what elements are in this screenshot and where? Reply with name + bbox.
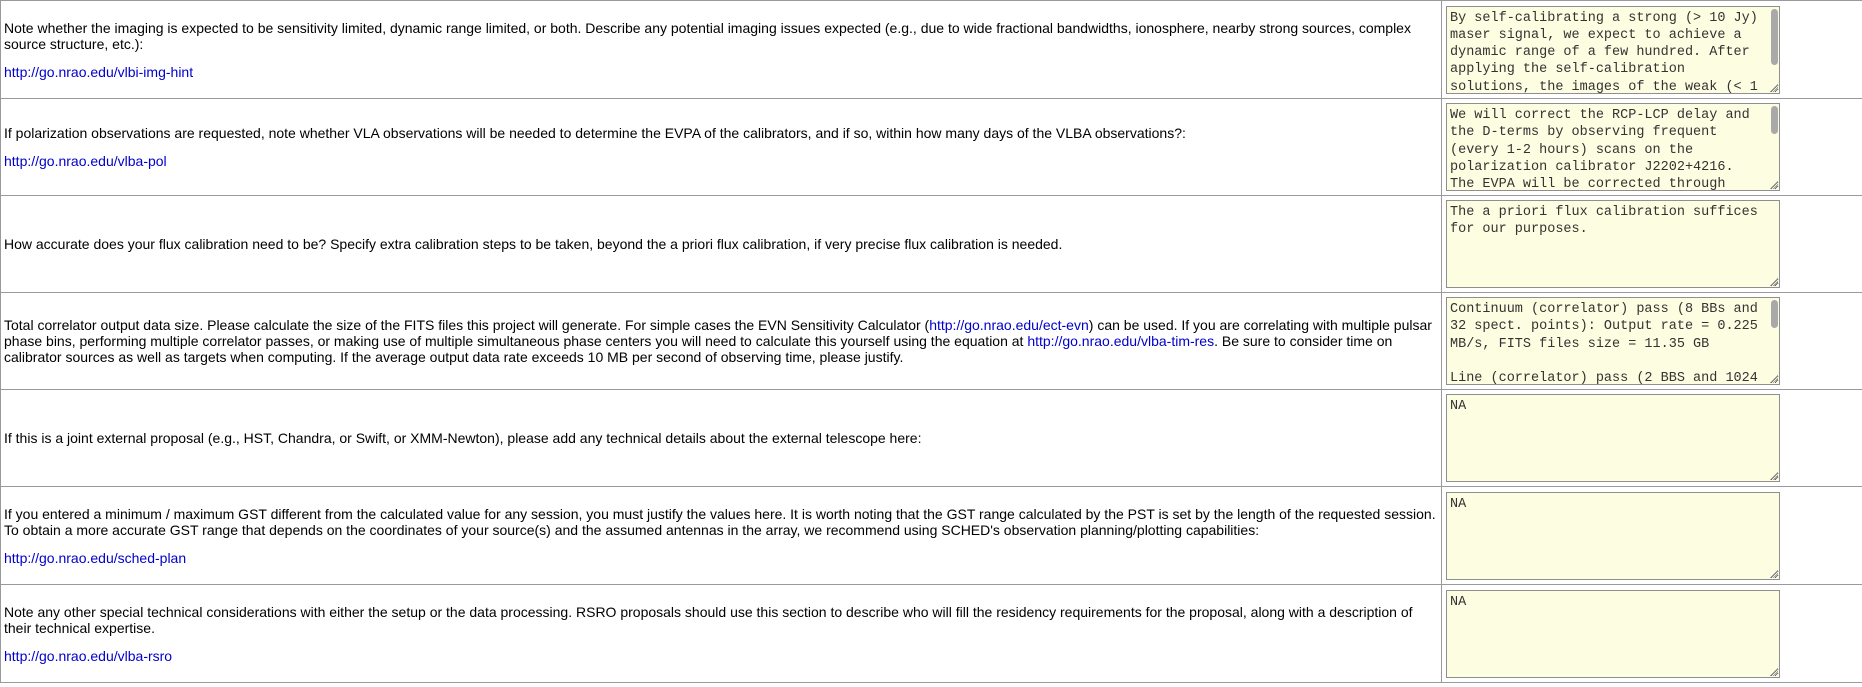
- imaging-issues-row: [1, 1, 1862, 99]
- polarization-textarea[interactable]: [1446, 103, 1780, 191]
- imaging-issues-text: Note whether the imaging is expected to be sensitivity limited, dynamic range limited, or both. Describe any potential imaging issues expected (e.g., due to wide fractional bandwidths, ionosphere, nearby strong sources, complex source structure, etc.):: [4, 19, 1411, 52]
- special-considerations-textarea[interactable]: [1446, 590, 1780, 678]
- correlator-output-text-2: ) can be used. If you are correlating with multiple pulsar phase bins, performing multiple correlator passes, or making use of multiple simultaneous phase centers you will need to calculate this yourself using the equation at: [4, 317, 1432, 349]
- gst-range-text: If you entered a minimum / maximum GST different from the calculated value for any session, you must justify the values here. It is worth noting that the GST range calculated by the PST is set by the length of the requested session. To obtain a more accurate GST range that depends on the coordinates of your source(s) and the assumed antennas in the array, we recommend using SCHED's observation planning/plotting capabilities:: [4, 505, 1436, 538]
- resize-grip-icon[interactable]: [1768, 373, 1778, 383]
- flux-calibration-row: [1, 196, 1862, 293]
- imaging-issues-answer-cell: [1442, 1, 1862, 99]
- polarization-question: [1, 99, 1442, 196]
- resize-grip-icon[interactable]: [1768, 666, 1778, 676]
- flux-calibration-answer-cell: [1442, 196, 1862, 293]
- external-proposal-row: [1, 390, 1862, 487]
- resize-grip-icon[interactable]: [1768, 179, 1778, 189]
- special-considerations-text: Note any other special technical considerations with either the setup or the data processing. RSRO proposals should use this section to describe who will fill the residency requirements for the proposal, along with a description of their technical expertise.: [4, 603, 1413, 636]
- sched-plan-link[interactable]: http://go.nrao.edu/sched-plan: [4, 549, 187, 566]
- imaging-issues-scrollbar[interactable]: [1771, 9, 1778, 65]
- gst-range-answer-cell: [1442, 487, 1862, 585]
- correlator-output-textarea[interactable]: [1446, 297, 1780, 385]
- polarization-row: [1, 99, 1862, 196]
- polarization-link[interactable]: http://go.nrao.edu/vlba-pol: [4, 153, 167, 169]
- ect-evn-link[interactable]: http://go.nrao.edu/ect-evn: [929, 317, 1089, 333]
- imaging-hint-link[interactable]: http://go.nrao.edu/vlbi-img-hint: [4, 63, 194, 80]
- gst-range-row: [1, 487, 1862, 585]
- imaging-issues-textarea[interactable]: [1446, 6, 1780, 94]
- flux-calibration-textarea[interactable]: [1446, 200, 1780, 288]
- gst-range-question: [1, 487, 1442, 585]
- correlator-output-scrollbar[interactable]: [1771, 300, 1778, 328]
- correlator-output-text-1: Total correlator output data size. Please calculate the size of the FITS files this project will generate. For simple cases the EVN Sensitivity Calculator (: [4, 317, 930, 333]
- resize-grip-icon[interactable]: [1768, 470, 1778, 480]
- flux-calibration-text: How accurate does your flux calibration need to be? Specify extra calibration steps to be taken, beyond the a priori flux calibration, if very precise flux calibration is needed.: [4, 236, 1063, 252]
- vlba-rsro-link[interactable]: http://go.nrao.edu/vlba-rsro: [4, 647, 173, 664]
- special-considerations-row: [1, 585, 1862, 683]
- flux-calibration-question: [1, 196, 1442, 293]
- external-proposal-question: [1, 390, 1442, 487]
- resize-grip-icon[interactable]: [1768, 568, 1778, 578]
- special-considerations-answer-cell: [1442, 585, 1862, 683]
- correlator-output-row: [1, 293, 1862, 390]
- correlator-output-text-3: . Be sure to consider time on calibrator sources as well as targets when computing. If the average output data rate exceeds 10 MB per second of observing time, please justify.: [4, 333, 1393, 365]
- polarization-text: If polarization observations are requested, note whether VLA observations will be needed to determine the EVPA of the calibrators, and if so, within how many days of the VLBA observations?:: [4, 125, 1186, 141]
- correlator-output-question: [1, 293, 1442, 390]
- correlator-output-answer-cell: [1442, 293, 1862, 390]
- resize-grip-icon[interactable]: [1768, 276, 1778, 286]
- imaging-issues-question: [1, 1, 1442, 99]
- special-considerations-question: [1, 585, 1442, 683]
- vlba-tim-res-link[interactable]: http://go.nrao.edu/vlba-tim-res: [1027, 333, 1215, 349]
- external-proposal-answer-cell: [1442, 390, 1862, 487]
- resize-grip-icon[interactable]: [1768, 82, 1778, 92]
- external-proposal-text: If this is a joint external proposal (e.g., HST, Chandra, or Swift, or XMM-Newton), please add any technical details about the external telescope here:: [4, 430, 922, 446]
- polarization-answer-cell: [1442, 99, 1862, 196]
- polarization-scrollbar[interactable]: [1771, 106, 1778, 134]
- gst-range-textarea[interactable]: [1446, 492, 1780, 580]
- external-proposal-textarea[interactable]: [1446, 394, 1780, 482]
